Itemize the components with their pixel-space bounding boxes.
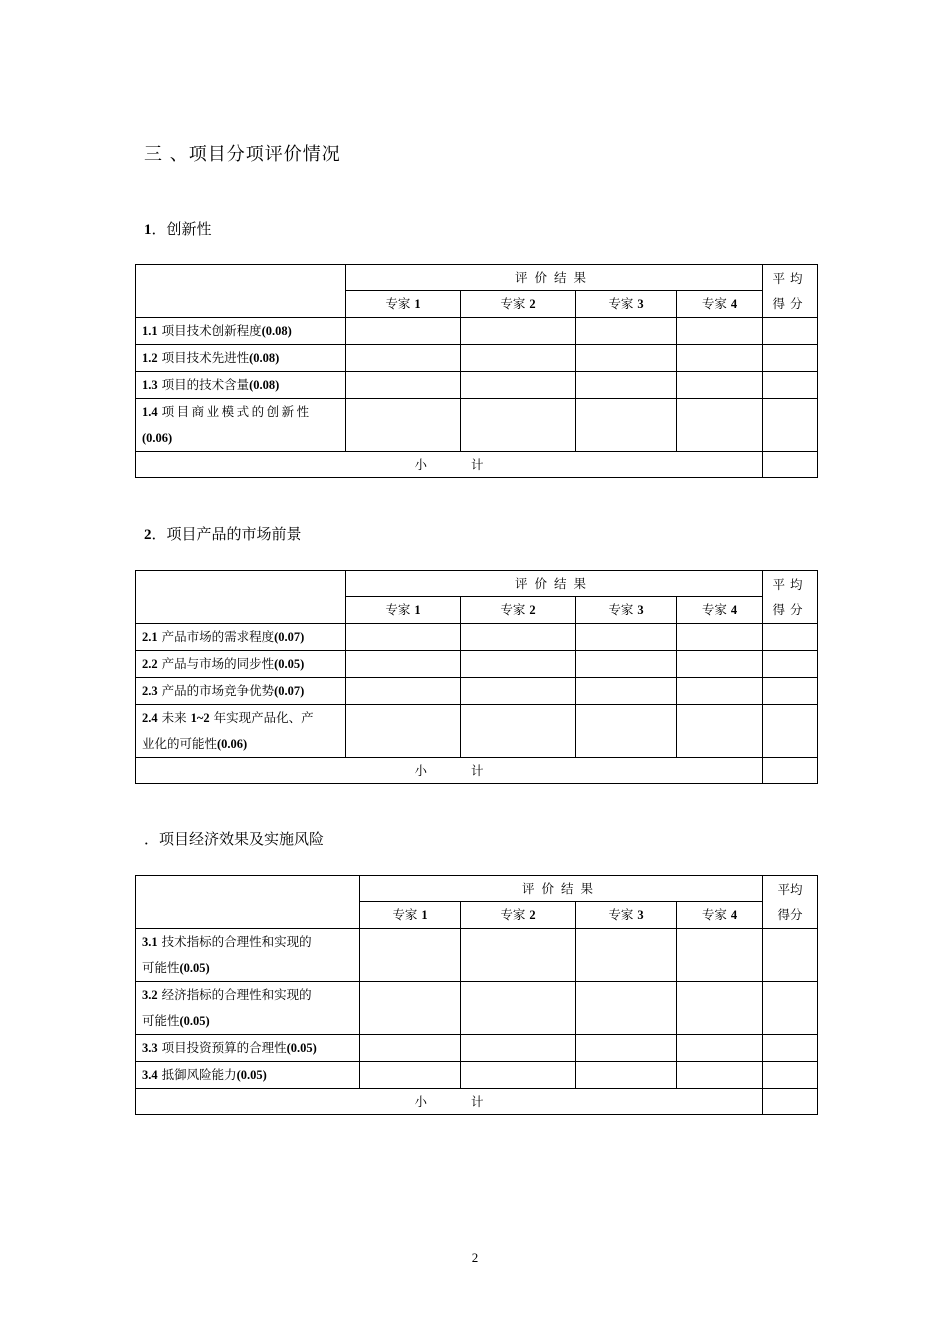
table-row (136, 399, 818, 452)
score-cell[interactable] (346, 399, 461, 452)
expert-1-header: 专家 1 (360, 902, 461, 929)
score-cell[interactable] (576, 318, 677, 345)
criterion-cell: 1.4 项目商业模式的创新性 (0.06) (136, 399, 346, 452)
expert-3-header: 专家 3 (576, 597, 677, 624)
score-cell[interactable] (677, 1035, 763, 1062)
expert-2-header: 专家 2 (461, 291, 576, 318)
criterion-cell: 1.3 项目的技术含量(0.08) (136, 372, 346, 399)
score-cell[interactable] (360, 1035, 461, 1062)
score-cell[interactable] (576, 1062, 677, 1089)
expert-4-header: 专家 4 (677, 902, 763, 929)
expert-1-header: 专家 1 (346, 597, 461, 624)
table-row (136, 705, 818, 758)
average-cell[interactable] (763, 1062, 818, 1089)
average-cell[interactable] (763, 1035, 818, 1062)
criterion-cell: 1.2 项目技术先进性(0.08) (136, 345, 346, 372)
score-cell[interactable] (576, 651, 677, 678)
header-blank-cell (136, 265, 346, 318)
score-cell[interactable] (346, 372, 461, 399)
score-cell[interactable] (677, 929, 763, 982)
score-cell[interactable] (677, 345, 763, 372)
expert-3-header: 专家 3 (576, 291, 677, 318)
table-row (136, 1035, 818, 1062)
score-cell[interactable] (576, 345, 677, 372)
subtotal-row (136, 1089, 818, 1115)
average-cell[interactable] (763, 678, 818, 705)
score-cell[interactable] (461, 705, 576, 758)
score-cell[interactable] (461, 678, 576, 705)
page-number: 2 (471, 1250, 479, 1265)
average-score-header: 平均 得分 (763, 571, 818, 624)
score-cell[interactable] (346, 345, 461, 372)
average-cell[interactable] (763, 624, 818, 651)
table-row (136, 345, 818, 372)
average-cell[interactable] (763, 372, 818, 399)
table-row (136, 929, 818, 982)
criterion-cell: 1.1 项目技术创新程度(0.08) (136, 318, 346, 345)
criterion-cell: 3.1 技术指标的合理性和实现的 可能性(0.05) (136, 929, 360, 982)
score-cell[interactable] (461, 982, 576, 1035)
result-header: 评价结果 (346, 571, 763, 597)
score-cell[interactable] (576, 372, 677, 399)
average-score-header: 平均 得分 (763, 265, 818, 318)
average-cell[interactable] (763, 345, 818, 372)
score-cell[interactable] (576, 982, 677, 1035)
score-cell[interactable] (677, 651, 763, 678)
score-cell[interactable] (360, 929, 461, 982)
criterion-cell: 2.1 产品市场的需求程度(0.07) (136, 624, 346, 651)
criterion-cell: 2.2 产品与市场的同步性(0.05) (136, 651, 346, 678)
criterion-cell: 3.3 项目投资预算的合理性(0.05) (136, 1035, 360, 1062)
subtotal-row (136, 452, 818, 478)
score-cell[interactable] (576, 705, 677, 758)
table-row (136, 372, 818, 399)
average-cell[interactable] (763, 651, 818, 678)
table-row (136, 624, 818, 651)
score-cell[interactable] (677, 1062, 763, 1089)
result-header: 评价结果 (346, 265, 763, 291)
score-cell[interactable] (461, 372, 576, 399)
score-cell[interactable] (461, 929, 576, 982)
score-cell[interactable] (346, 318, 461, 345)
score-cell[interactable] (576, 624, 677, 651)
section-title-text: 项目经济效果及实施风险 (159, 830, 325, 848)
section-1-title: 1．创新性 (144, 220, 212, 238)
score-cell[interactable] (677, 678, 763, 705)
average-score-header: 平均 得分 (763, 876, 818, 929)
score-cell[interactable] (346, 651, 461, 678)
expert-4-header: 专家 4 (677, 597, 763, 624)
table-row (136, 1062, 818, 1089)
evaluation-table-1 (135, 264, 818, 478)
subtotal-label: 小 计 (136, 1089, 763, 1115)
score-cell[interactable] (346, 678, 461, 705)
table-row (136, 678, 818, 705)
score-cell[interactable] (461, 1035, 576, 1062)
expert-2-header: 专家 2 (461, 597, 576, 624)
score-cell[interactable] (576, 929, 677, 982)
average-cell[interactable] (763, 705, 818, 758)
score-cell[interactable] (461, 399, 576, 452)
criterion-cell: 2.4 未来 1~2 年实现产品化、产 业化的可能性(0.06) (136, 705, 346, 758)
score-cell[interactable] (461, 1062, 576, 1089)
expert-4-header: 专家 4 (677, 291, 763, 318)
score-cell[interactable] (677, 372, 763, 399)
section-number: 1 (144, 222, 152, 238)
subtotal-row (136, 758, 818, 784)
score-cell[interactable] (346, 705, 461, 758)
criterion-cell: 3.2 经济指标的合理性和实现的 可能性(0.05) (136, 982, 360, 1035)
expert-3-header: 专家 3 (576, 902, 677, 929)
average-cell[interactable] (763, 318, 818, 345)
score-cell[interactable] (677, 399, 763, 452)
subtotal-label: 小 计 (136, 452, 763, 478)
section-title-text: 创新性 (166, 220, 212, 238)
page-heading: 三 、项目分项评价情况 (144, 144, 341, 165)
criterion-cell: 3.4 抵御风险能力(0.05) (136, 1062, 360, 1089)
header-blank-cell (136, 571, 346, 624)
score-cell[interactable] (346, 624, 461, 651)
expert-2-header: 专家 2 (461, 902, 576, 929)
result-header: 评价结果 (360, 876, 763, 902)
average-cell[interactable] (763, 929, 818, 982)
subtotal-average-cell[interactable] (763, 1089, 818, 1115)
score-cell[interactable] (461, 318, 576, 345)
score-cell[interactable] (360, 1062, 461, 1089)
average-cell[interactable] (763, 399, 818, 452)
score-cell[interactable] (576, 1035, 677, 1062)
evaluation-table-3 (135, 875, 818, 1115)
evaluation-table-2 (135, 570, 818, 784)
criterion-cell: 2.3 产品的市场竞争优势(0.07) (136, 678, 346, 705)
score-cell[interactable] (576, 678, 677, 705)
score-cell[interactable] (677, 318, 763, 345)
score-cell[interactable] (360, 982, 461, 1035)
score-cell[interactable] (677, 982, 763, 1035)
section-title-text: 项目产品的市场前景 (166, 525, 302, 543)
subtotal-average-cell[interactable] (763, 452, 818, 478)
section-3-title: ．项目经济效果及实施风险 (144, 830, 325, 848)
average-cell[interactable] (763, 982, 818, 1035)
header-blank-cell (136, 876, 360, 929)
score-cell[interactable] (677, 624, 763, 651)
section-2-title: 2．项目产品的市场前景 (144, 525, 302, 543)
score-cell[interactable] (677, 705, 763, 758)
table-row (136, 982, 818, 1035)
subtotal-label: 小 计 (136, 758, 763, 784)
expert-1-header: 专家 1 (346, 291, 461, 318)
score-cell[interactable] (576, 399, 677, 452)
score-cell[interactable] (461, 651, 576, 678)
section-number: 2 (144, 527, 152, 543)
table-row (136, 651, 818, 678)
score-cell[interactable] (461, 624, 576, 651)
table-row (136, 318, 818, 345)
score-cell[interactable] (461, 345, 576, 372)
subtotal-average-cell[interactable] (763, 758, 818, 784)
